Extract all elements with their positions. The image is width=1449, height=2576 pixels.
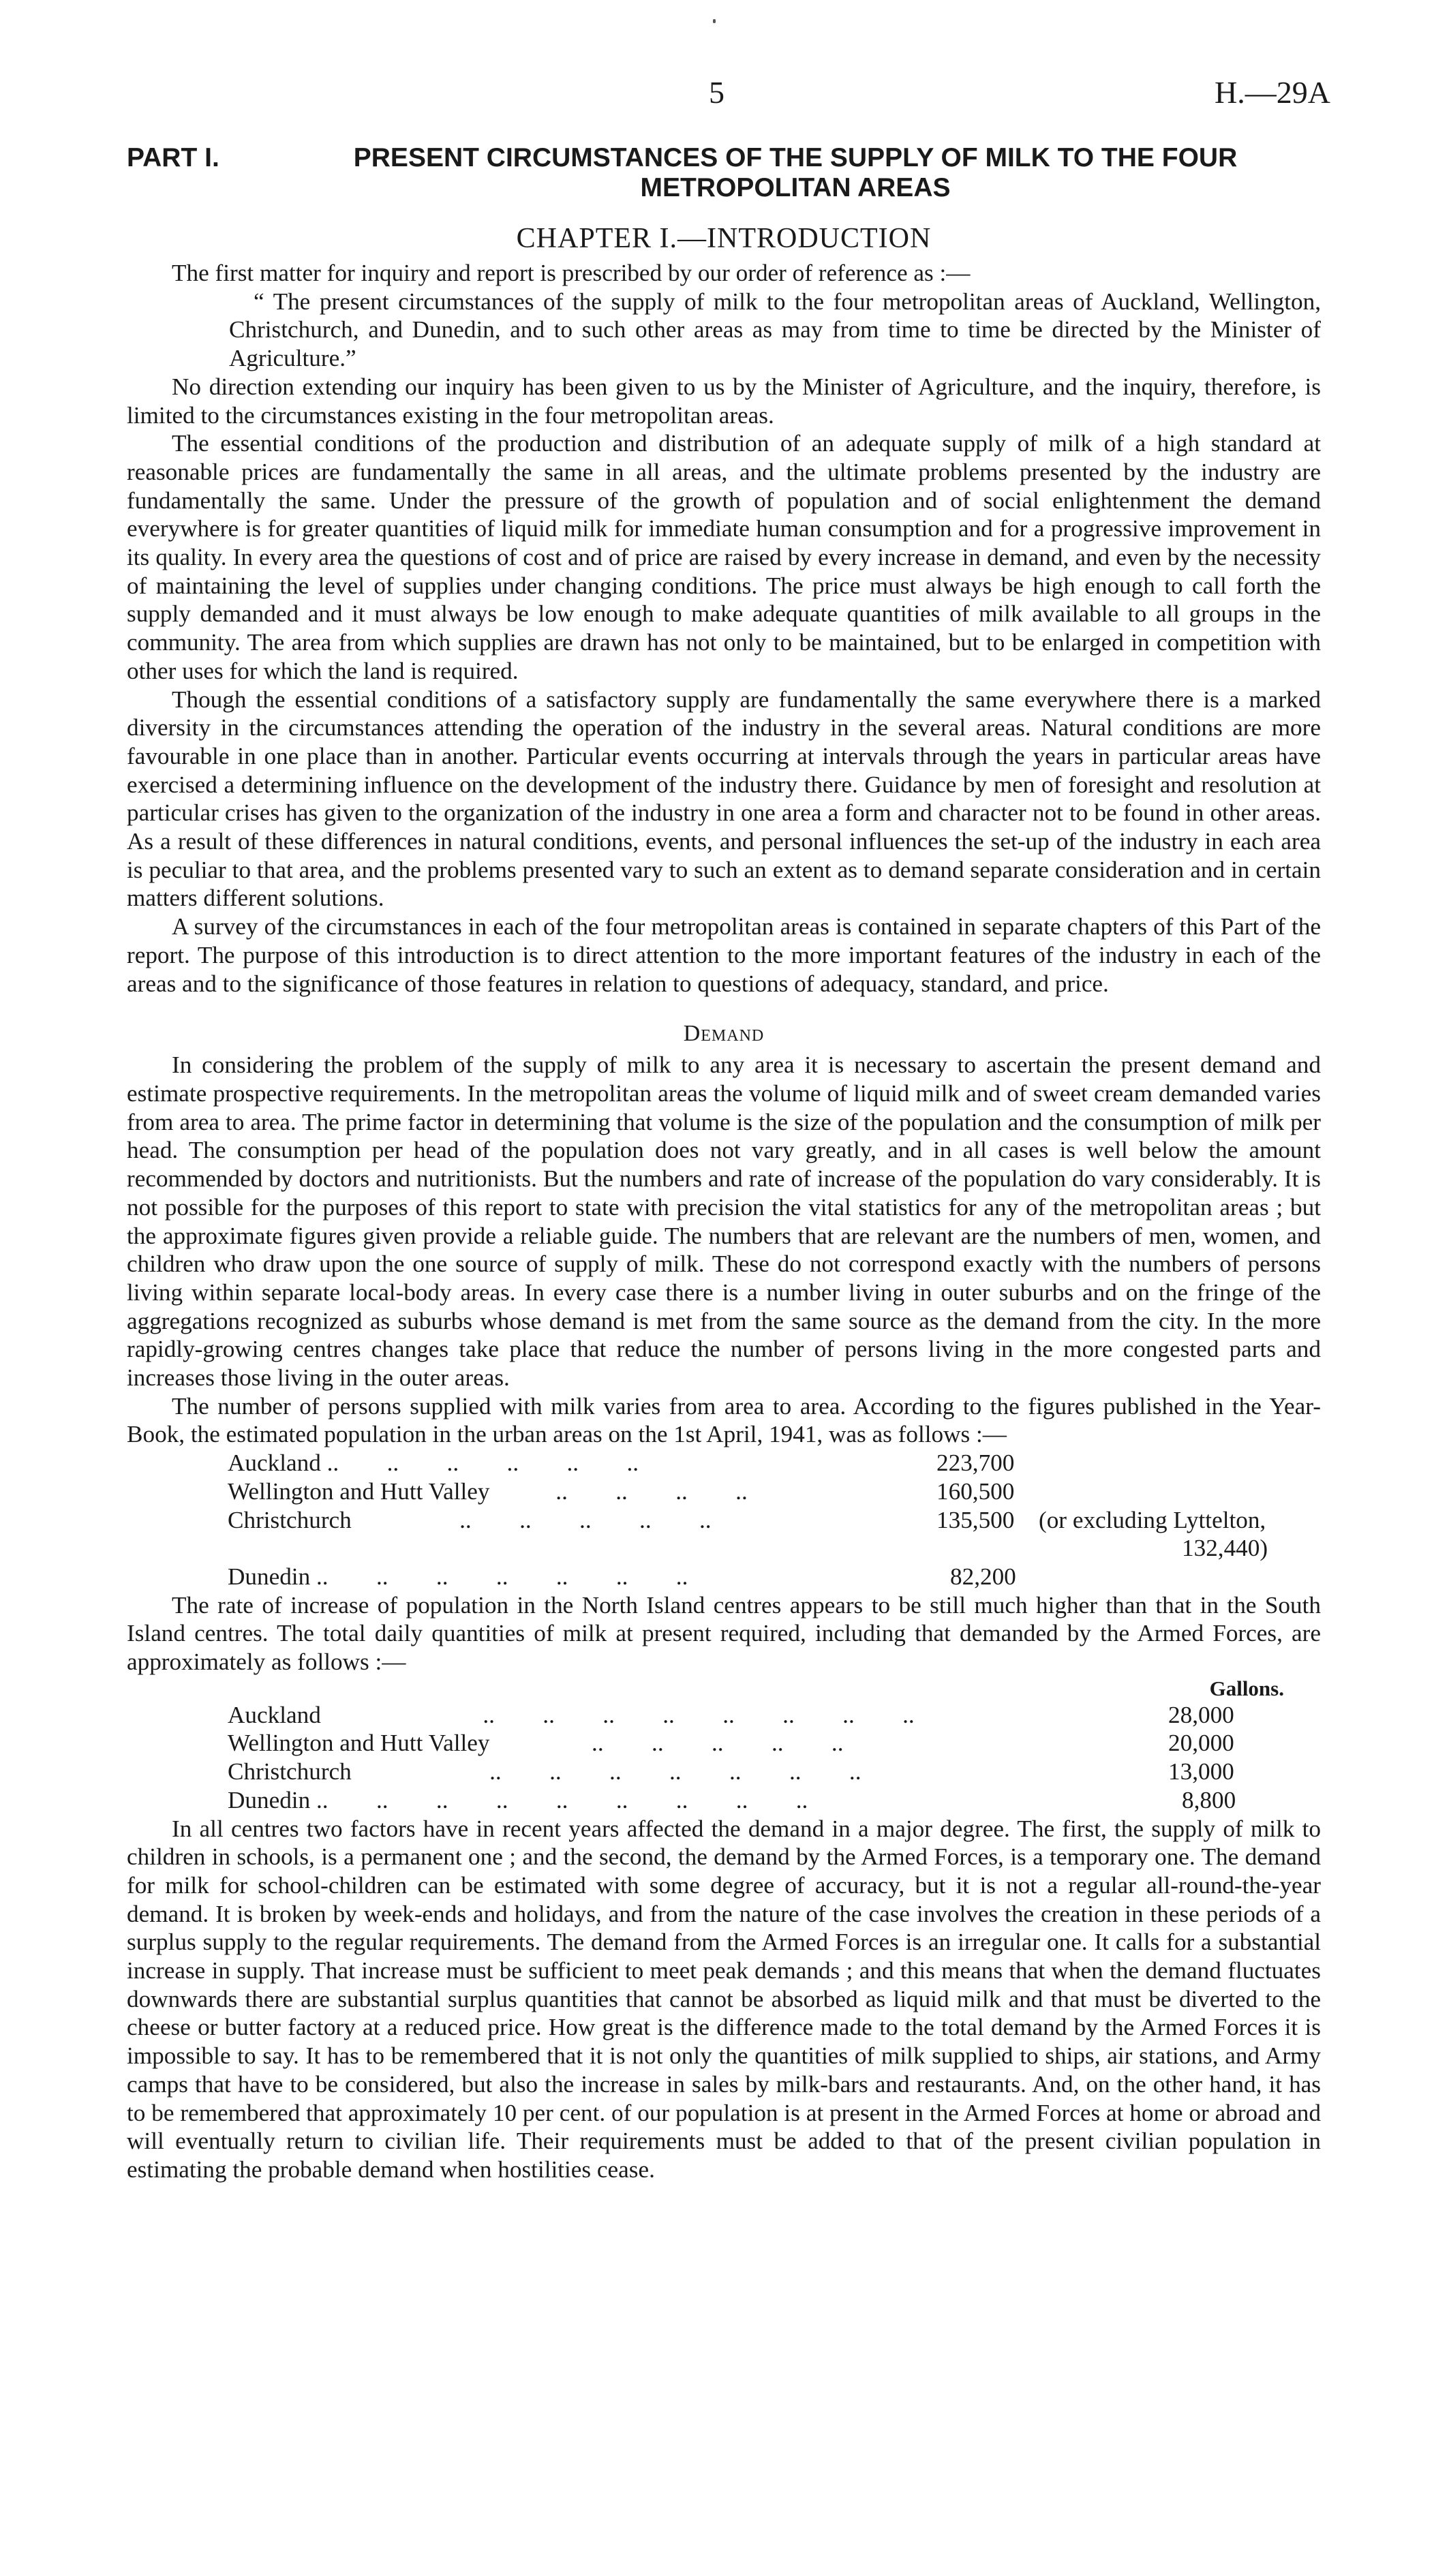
population-value: 135,500 <box>936 1506 1015 1533</box>
population-area: Wellington and Hutt Valley .. .. .. .. <box>228 1477 748 1505</box>
quantity-area: Wellington and Hutt Valley .. .. .. .. .. <box>228 1730 844 1757</box>
quantity-value: 13,000 <box>1168 1758 1234 1785</box>
document-reference: H.—29A <box>1215 75 1330 110</box>
table-row <box>228 1449 1216 1477</box>
part-title <box>270 143 1321 203</box>
population-value: 82,200 <box>950 1563 1016 1590</box>
table-row <box>228 1701 1318 1730</box>
demand-paragraph-3: The rate of increase of population in the North Island centres appears to be still much higher than that in the South Island centres. The total daily quantities of milk at present required, including that demanded by the Armed Forces, are approximately as follows :— <box>127 1591 1321 1676</box>
quantity-area: Dunedin .. .. .. .. .. .. .. .. .. <box>228 1786 808 1813</box>
population-value: 223,700 <box>936 1450 1015 1477</box>
quantity-value: 28,000 <box>1168 1701 1234 1728</box>
table-row <box>228 1563 1216 1591</box>
quantity-value: 20,000 <box>1168 1730 1234 1757</box>
gallons-column-header: Gallons. <box>1209 1676 1284 1700</box>
page-number: 5 <box>709 75 724 110</box>
population-area: Christchurch .. .. .. .. .. <box>228 1506 712 1533</box>
table-row <box>228 1786 1318 1815</box>
page-content <box>127 143 1321 2184</box>
milk-quantity-table <box>228 1676 1318 1815</box>
scan-speck <box>713 19 716 23</box>
population-note: (or excluding Lyttelton, <box>1039 1506 1266 1533</box>
table-row <box>228 1506 1266 1535</box>
table-row <box>228 1729 1318 1758</box>
chapter-heading: CHAPTER I.—INTRODUCTION <box>516 223 932 254</box>
intro-paragraph-2: No direction extending our inquiry has been given to us by the Minister of Agriculture, and the inquiry, therefore, is limited to the circumstances existing in the four metropolitan areas. <box>127 373 1321 429</box>
part-heading <box>127 143 1321 203</box>
demand-paragraph-1: In considering the problem of the supply of milk to any area it is necessary to ascertain the present demand and estimate prospective requirements. In the metropolitan areas the volume of liquid milk and of sweet cream demanded varies from area to area. The prime factor in determining that volume is the size of the population and the consumption of milk per head. The consumption per head of the population does not vary greatly, and in all cases is well below the amount recommended by doctors and nutritionists. But the numbers and rate of increase of the population do vary considerably. It is not possible for the purposes of this report to state with precision the vital statistics for any of the metropolitan areas ; but the approximate figures given provide a reliable guide. The numbers that are relevant are the numbers of men, women, and children who draw upon the one source of supply of milk. These do not correspond exactly with the numbers of persons living within separate local-body areas. In every case there is a number living in outer suburbs and on the fringe of the aggregations recognized as suburbs whose demand is met from the same source as the demand from the city. In the more rapidly-growing centres changes take place that reduce the number of persons living in the more congested parts and increases those living in the outer areas. <box>127 1052 1321 1392</box>
demand-paragraph-2: The number of persons supplied with milk varies from area to area. According to the figures published in the Year-Book, the estimated population in the urban areas on the 1st April, 1941, was as follows :— <box>127 1392 1321 1448</box>
part-title-line1: PRESENT CIRCUMSTANCES OF THE SUPPLY OF MILK TO THE FOUR <box>353 143 1238 172</box>
population-area: Dunedin .. .. .. .. .. .. .. <box>228 1563 688 1590</box>
demand-heading: Demand <box>683 1021 765 1047</box>
quantity-area: Auckland .. .. .. .. .. .. .. .. <box>228 1701 915 1728</box>
population-value: 160,500 <box>936 1477 1015 1505</box>
part-title-line2: METROPOLITAN AREAS <box>640 173 951 202</box>
quantity-area: Christchurch .. .. .. .. .. .. .. <box>228 1758 861 1785</box>
part-label: PART I. <box>127 143 219 172</box>
population-note-continued: 132,440) <box>1182 1535 1268 1562</box>
population-table <box>228 1449 1268 1591</box>
intro-paragraph-5: A survey of the circumstances in each of the four metropolitan areas is contained in separate chapters of this Part of the report. The purpose of this introduction is to direct attention to the more important features of the industry in each of the areas and to the significance of those features in relation to questions of adequacy, standard, and price. <box>127 913 1321 997</box>
intro-paragraph-1: The first matter for inquiry and report is prescribed by our order of reference as :— <box>172 260 971 286</box>
population-area: Auckland .. .. .. .. .. .. <box>228 1450 639 1477</box>
demand-paragraph-4: In all centres two factors have in recent years affected the demand in a major degree. The first, the supply of milk to children in schools, is a permanent one ; and the second, the demand by the Armed Forces, is a temporary one. The demand for milk for school-children can be estimated with some degree of accuracy, but it is not a regular all-round-the-year demand. It is broken by week-ends and holidays, and from the nature of the case involves the creation in these periods of a surplus supply to the regular requirements. The demand from the Armed Forces is an irregular one. It calls for a substantial increase in supply. That increase must be sufficient to meet peak demands ; and this means that when the demand fluctuates downwards there are substantial surplus quantities that cannot be absorbed as liquid milk and that must be diverted to the cheese or butter factory at a reduced price. How great is the difference made to the total demand by the Armed Forces it is impossible to say. It has to be remembered that it is not only the quantities of milk supplied to ships, air stations, and Army camps that have to be considered, but also the increase in sales by milk-bars and restaurants. And, on the other hand, it has to be remembered that approximately 10 per cent. of our population is at present in the Armed Forces at home or abroad and will eventually return to civilian life. Their requirements must be added to that of the present civilian population in estimating the probable demand when hostilities cease. <box>127 1815 1321 2183</box>
table-row <box>228 1477 1216 1506</box>
order-of-reference-quote: “ The present circumstances of the supply of milk to the four metropolitan areas of Auckland, Wellington, Christchurch, and Dunedin, and to such other areas as may from time to time be directed by the Minister of Agriculture.” <box>229 288 1321 372</box>
quantity-value: 8,800 <box>1182 1786 1236 1813</box>
table-row <box>228 1758 1318 1786</box>
intro-paragraph-3: The essential conditions of the production and distribution of an adequate supply of milk of a high standard at reasonable prices are fundamentally the same in all areas, and the ultimate problems presented by the industry are fundamentally the same. Under the pressure of the growth of population and of social enlightenment the demand everywhere is for greater quantities of liquid milk for immediate human consumption and for a progressive improvement in its quality. In every area the questions of cost and of price are raised by every increase in demand, and even by the necessity of maintaining the level of supplies under changing conditions. The price must always be high enough to call forth the supply demanded and it must always be low enough to make adequate quantities of milk available to all groups in the community. The area from which supplies are drawn has not only to be maintained, but to be enlarged in competition with other uses for which the land is required. <box>127 430 1321 684</box>
intro-paragraph-4: Though the essential conditions of a satisfactory supply are fundamentally the same everywhere there is a marked diversity in the circumstances attending the operation of the industry in the several areas. Natural conditions are more favourable in one place than in another. Particular events occurring at intervals through the years in particular areas have exercised a determining influence on the development of the industry there. Guidance by men of foresight and resolution at particular crises has given to the organization of the industry in one area a form and character not to be found in other areas. As a result of these differences in natural conditions, events, and personal influences the set-up of the industry in each area is peculiar to that area, and the problems presented vary to such an extent as to demand separate consideration and in certain matters different solutions. <box>127 686 1321 912</box>
